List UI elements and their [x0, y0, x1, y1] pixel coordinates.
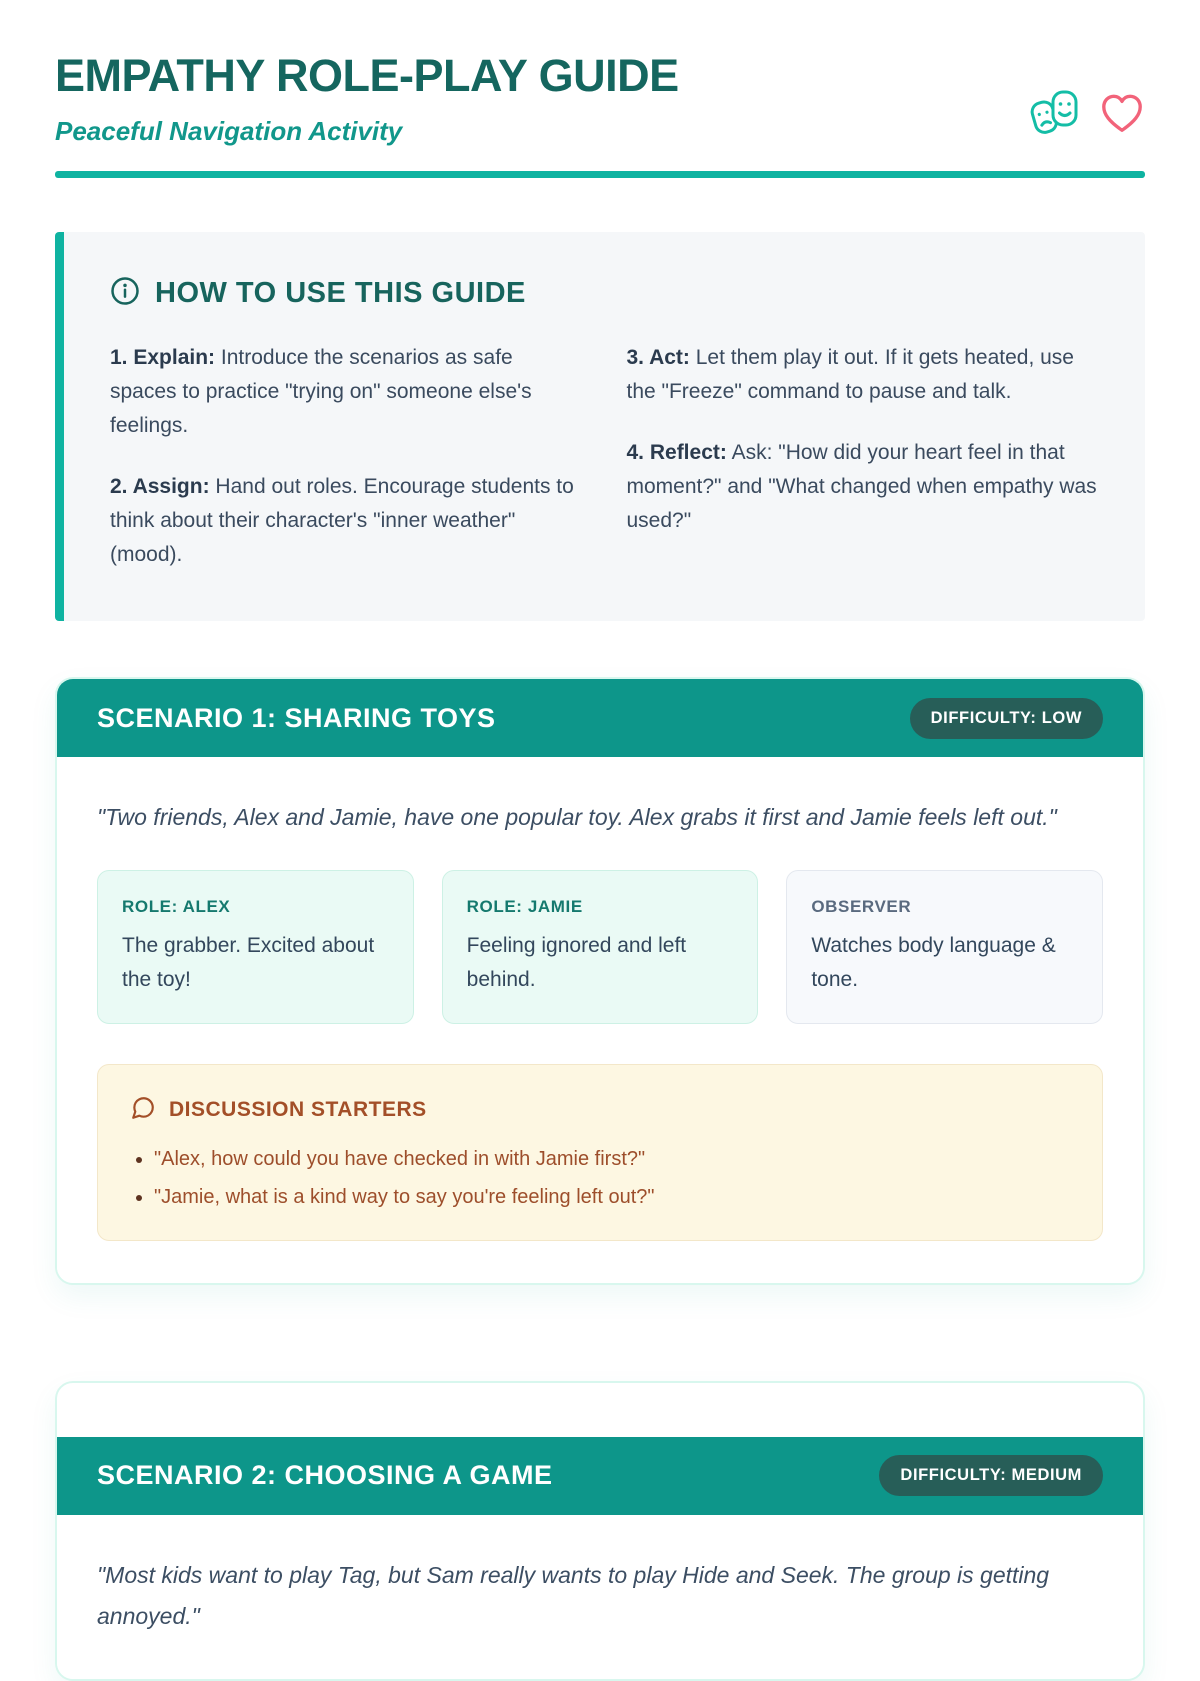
- scenario-1-roles: [97, 870, 1103, 1023]
- step-1: [110, 341, 583, 443]
- page-title: EMPATHY ROLE-PLAY GUIDE: [55, 50, 679, 101]
- role-alex-desc: The grabber. Excited about the toy!: [122, 934, 375, 992]
- role-card-alex: [97, 870, 414, 1023]
- role-card-observer: [786, 870, 1103, 1023]
- scenario-1-header: [57, 679, 1143, 757]
- speech-bubble-icon: [130, 1095, 156, 1126]
- scenario-1-difficulty-badge: DIFFICULTY: LOW: [910, 698, 1103, 739]
- info-icon: [110, 276, 140, 311]
- page-subtitle: Peaceful Navigation Activity: [55, 116, 403, 146]
- scenario-2-card: [55, 1381, 1145, 1681]
- role-jamie-label: ROLE: JAMIE: [466, 897, 583, 917]
- how-to-steps: [110, 341, 1099, 599]
- scenario-1-quote: "Two friends, Alex and Jamie, have one popular toy. Alex grabs it first and Jamie feels left out.": [97, 804, 1057, 831]
- step-2-text: Hand out roles. Encourage students to think about their character's "inner weather" (mood).: [110, 475, 574, 567]
- step-4-lead: 4. Reflect:: [626, 441, 727, 465]
- step-2-lead: 2. Assign:: [110, 475, 210, 499]
- role-card-jamie: [442, 870, 759, 1023]
- step-2: [110, 470, 583, 572]
- scenario-2-body: [57, 1515, 1143, 1680]
- how-to-heading-row: [110, 276, 1099, 311]
- discussion-heading: DISCUSSION STARTERS: [169, 1098, 427, 1122]
- theater-masks-icon: [1029, 88, 1081, 145]
- step-4: [627, 436, 1100, 538]
- discussion-list: [130, 1142, 1070, 1214]
- step-3: [627, 341, 1100, 409]
- header-icons: [1029, 88, 1145, 147]
- discussion-item-1: • "Alex, how could you have checked in with Jamie first?": [154, 1142, 1070, 1176]
- scenario-2-quote: "Most kids want to play Tag, but Sam really wants to play Hide and Seek. The group is getting annoyed.": [97, 1561, 1050, 1630]
- step-3-text: Let them play it out. If it gets heated, use the "Freeze" command to pause and talk.: [626, 346, 1074, 404]
- role-jamie-desc: Feeling ignored and left behind.: [466, 934, 687, 992]
- how-to-use-section: [55, 232, 1145, 621]
- scenario-1-discussion: [97, 1064, 1103, 1241]
- scenario-2-title: SCENARIO 2: CHOOSING A GAME: [97, 1460, 553, 1491]
- steps-column-left: [110, 341, 583, 599]
- role-observer-label: OBSERVER: [811, 897, 912, 917]
- scenario-1-body: [57, 757, 1143, 1283]
- discussion-heading-row: [130, 1095, 1070, 1126]
- how-to-heading: HOW TO USE THIS GUIDE: [155, 277, 526, 309]
- role-observer-desc: Watches body language & tone.: [811, 934, 1056, 992]
- step-1-text: Introduce the scenarios as safe spaces to practice "trying on" someone else's feelings.: [110, 346, 532, 438]
- scenario-2-header: [57, 1437, 1143, 1515]
- role-alex-label: ROLE: ALEX: [122, 897, 231, 917]
- header-text: [55, 50, 679, 147]
- steps-column-right: [627, 341, 1100, 599]
- step-1-lead: 1. Explain:: [110, 346, 216, 369]
- heart-icon: [1099, 91, 1145, 142]
- step-3-lead: 3. Act:: [626, 346, 690, 369]
- discussion-item-2: • "Jamie, what is a kind way to say you're feeling left out?": [154, 1180, 1070, 1214]
- page-header: [55, 50, 1145, 147]
- scenario-1-card: [55, 677, 1145, 1285]
- scenario-1-title: SCENARIO 1: SHARING TOYS: [97, 702, 496, 733]
- header-divider: [55, 171, 1145, 178]
- scenario-2-difficulty-badge: DIFFICULTY: MEDIUM: [879, 1455, 1103, 1496]
- step-4-text: Ask: "How did your heart feel in that moment?" and "What changed when empathy was used?": [626, 441, 1097, 533]
